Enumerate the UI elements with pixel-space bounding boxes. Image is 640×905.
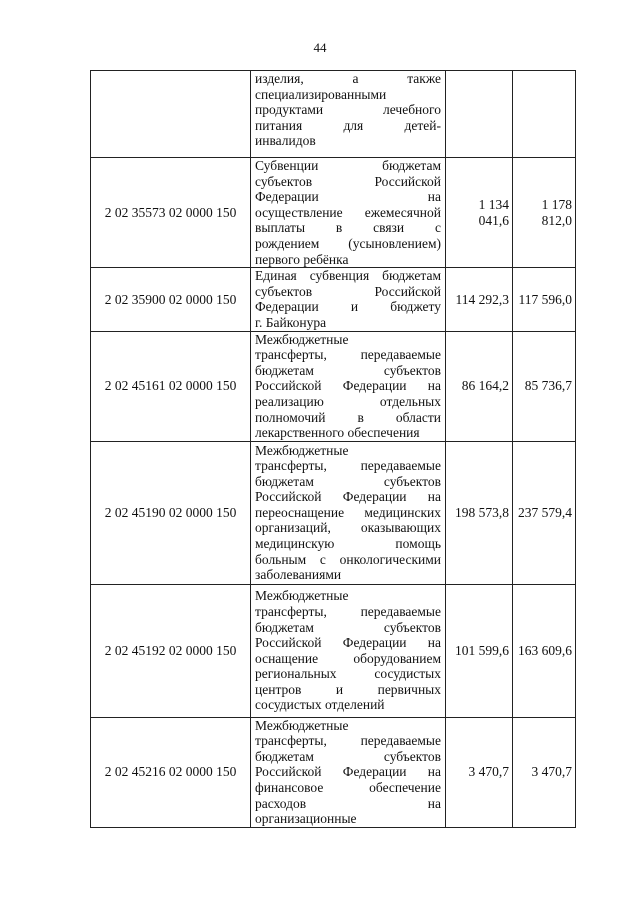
amount-year1-cell: 114 292,3 xyxy=(446,268,513,331)
description-cell xyxy=(251,158,446,268)
description-line: Российской Федерации на xyxy=(255,489,441,505)
budget-code-cell: 2 02 35900 02 0000 150 xyxy=(91,268,251,331)
description-line: региональных сосудистых xyxy=(255,666,441,682)
budget-code-cell: 2 02 45161 02 0000 150 xyxy=(91,331,251,441)
description-line: организационные xyxy=(255,811,357,827)
description-line: субъектов Российской xyxy=(255,283,441,299)
description-line: больным с онкологическими xyxy=(255,551,441,567)
description-line: продуктами лечебного xyxy=(255,102,441,118)
description-line: г. Байконура xyxy=(255,314,327,330)
description-line: трансферты, передаваемые xyxy=(255,347,441,363)
page-number: 44 xyxy=(313,40,327,55)
table-row xyxy=(91,268,576,331)
description-line: трансферты, передаваемые xyxy=(255,733,441,749)
description-line: осуществление ежемесячной xyxy=(255,204,441,220)
description-line: медицинскую помощь xyxy=(255,536,441,552)
description-line: Межбюджетные xyxy=(255,331,349,347)
amount-year1-cell: 86 164,2 xyxy=(446,331,513,441)
description-line: расходов на xyxy=(255,795,441,811)
description-line: бюджетам субъектов xyxy=(255,473,441,489)
description-line: трансферты, передаваемые xyxy=(255,603,441,619)
budget-code-cell: 2 02 45190 02 0000 150 xyxy=(91,441,251,584)
amount-year2-cell: 117 596,0 xyxy=(513,268,576,331)
description-line: полномочий в области xyxy=(255,409,441,425)
amount-year1-cell: 101 599,6 xyxy=(446,584,513,717)
description-cell xyxy=(251,71,446,158)
amount-year2-cell: 85 736,7 xyxy=(513,331,576,441)
table-row xyxy=(91,331,576,441)
description-line: выплаты в связи с xyxy=(255,220,441,236)
description-line: финансовое обеспечение xyxy=(255,780,441,796)
description-line: Единая субвенция бюджетам xyxy=(255,268,441,284)
table-row xyxy=(91,158,576,268)
description-line: Федерации на xyxy=(255,189,441,205)
description-line: изделия, а также xyxy=(255,71,441,86)
description-line: заболеваниями xyxy=(255,567,342,583)
budget-code-cell: 2 02 45192 02 0000 150 xyxy=(91,584,251,717)
description-line: Межбюджетные xyxy=(255,442,349,458)
budget-table xyxy=(90,70,576,828)
table-body xyxy=(91,71,576,828)
description-line: сосудистых отделений xyxy=(255,697,385,713)
amount-year2-cell: 237 579,4 xyxy=(513,441,576,584)
description-line: Межбюджетные xyxy=(255,717,349,733)
description-line: оснащение оборудованием xyxy=(255,650,441,666)
amount-year2-cell: 3 470,7 xyxy=(513,717,576,827)
description-cell xyxy=(251,331,446,441)
amount-year1-cell: 198 573,8 xyxy=(446,441,513,584)
amount-year1-cell xyxy=(446,71,513,158)
description-line: первого ребёнка xyxy=(255,251,349,267)
description-line: бюджетам субъектов xyxy=(255,748,441,764)
description-line: специализированными xyxy=(255,86,387,102)
description-cell xyxy=(251,584,446,717)
description-line: субъектов Российской xyxy=(255,173,441,189)
amount-year2-cell xyxy=(513,71,576,158)
amount-year1-cell: 1 134 041,6 xyxy=(446,158,513,268)
table-row xyxy=(91,441,576,584)
amount-year2-cell: 1 178 812,0 xyxy=(513,158,576,268)
description-line: рождением (усыновлением) xyxy=(255,235,441,251)
description-line: центров и первичных xyxy=(255,681,441,697)
description-line: Российской Федерации на xyxy=(255,764,441,780)
description-line: трансферты, передаваемые xyxy=(255,458,441,474)
description-line: инвалидов xyxy=(255,133,316,149)
description-cell xyxy=(251,268,446,331)
table-row xyxy=(91,71,576,158)
description-line: лекарственного обеспечения xyxy=(255,425,420,441)
description-line: Межбюджетные xyxy=(255,588,349,604)
description-line: Российской Федерации на xyxy=(255,378,441,394)
description-line: переоснащение медицинских xyxy=(255,504,441,520)
description-line: реализацию отдельных xyxy=(255,393,441,409)
table-row xyxy=(91,584,576,717)
description-line: Субвенции бюджетам xyxy=(255,158,441,173)
amount-year1-cell: 3 470,7 xyxy=(446,717,513,827)
description-cell xyxy=(251,441,446,584)
description-cell xyxy=(251,717,446,827)
amount-year2-cell: 163 609,6 xyxy=(513,584,576,717)
description-line: питания для детей- xyxy=(255,117,441,133)
budget-code-cell xyxy=(91,71,251,158)
description-line: Российской Федерации на xyxy=(255,635,441,651)
description-line: бюджетам субъектов xyxy=(255,362,441,378)
budget-code-cell: 2 02 35573 02 0000 150 xyxy=(91,158,251,268)
description-line: организаций, оказывающих xyxy=(255,520,441,536)
description-line: Федерации и бюджету xyxy=(255,299,441,315)
table-row xyxy=(91,717,576,827)
budget-code-cell: 2 02 45216 02 0000 150 xyxy=(91,717,251,827)
description-line: бюджетам субъектов xyxy=(255,619,441,635)
